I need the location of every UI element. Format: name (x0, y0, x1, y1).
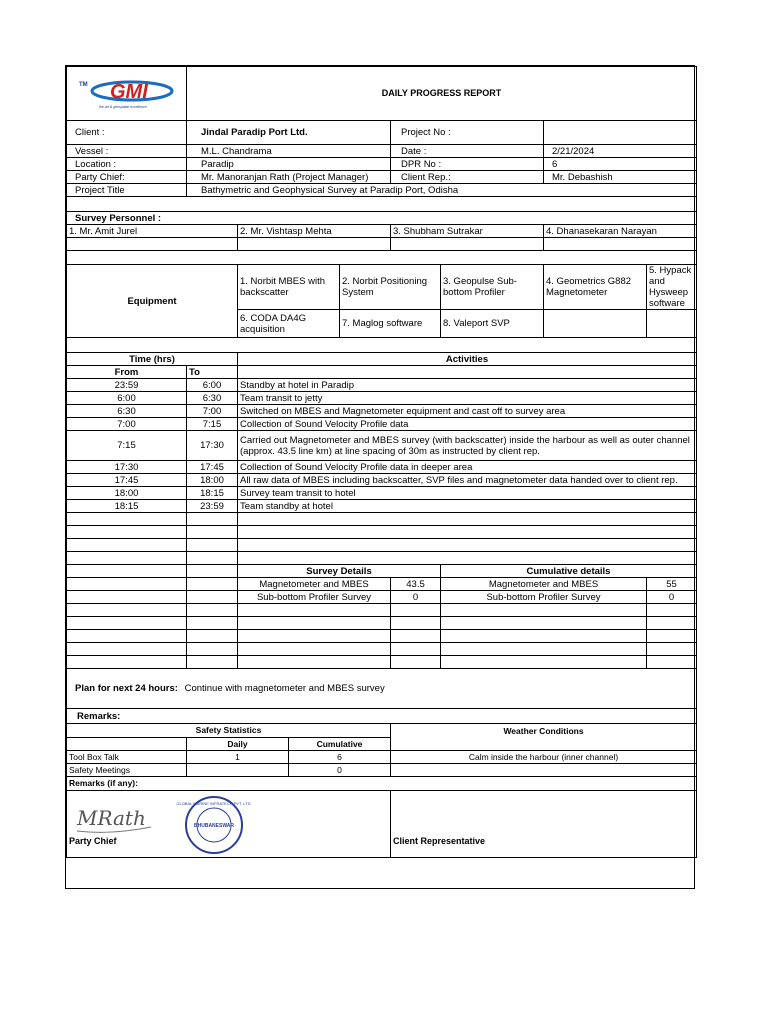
weather-title: Weather Conditions (391, 724, 697, 751)
from-time: 6:00 (67, 392, 187, 405)
client-rep-label: Client Rep.: (391, 171, 544, 184)
from-time: 17:30 (67, 461, 187, 474)
table-row (67, 500, 697, 513)
remarks-label: Remarks: (67, 709, 697, 724)
cumulative-value: 55 (647, 578, 697, 591)
activity-text: Team standby at hotel (238, 500, 697, 513)
equipment-item: 2. Norbit Positioning System (340, 265, 441, 310)
remarks-if-any-label: Remarks (if any): (67, 777, 697, 791)
equipment-item: 5. Hypack and Hysweep software (647, 265, 697, 310)
table-row (67, 405, 697, 418)
equipment-label: Equipment (67, 265, 238, 338)
vessel-value: M.L. Chandrama (187, 145, 391, 158)
vessel-label: Vessel : (67, 145, 187, 158)
daily-progress-report (65, 65, 695, 889)
to-time: 7:00 (187, 405, 238, 418)
cumulative-name: Magnetometer and MBES (441, 578, 647, 591)
survey-name: Magnetometer and MBES (238, 578, 391, 591)
personnel-member: 4. Dhanasekaran Narayan (544, 225, 697, 238)
meetings-label: Safety Meetings (67, 764, 187, 777)
tool-box-cumulative: 6 (289, 751, 391, 764)
table-row (67, 487, 697, 500)
dpr-value: 6 (544, 158, 697, 171)
from-time: 23:59 (67, 379, 187, 392)
to-time: 23:59 (187, 500, 238, 513)
survey-details-header: Survey Details (238, 565, 441, 578)
project-no-value (544, 121, 697, 145)
to-time: 17:30 (187, 431, 238, 461)
date-value: 2/21/2024 (544, 145, 697, 158)
party-chief-signature-cell (67, 791, 391, 858)
to-time: 6:00 (187, 379, 238, 392)
meetings-cumulative: 0 (289, 764, 391, 777)
client-value: Jindal Paradip Port Ltd. (187, 121, 391, 145)
client-rep-signature-cell (391, 791, 697, 858)
project-no-label: Project No : (391, 121, 544, 145)
from-time: 7:00 (67, 418, 187, 431)
survey-value: 43.5 (391, 578, 441, 591)
activity-text: Team transit to jetty (238, 392, 697, 405)
plan-label: Plan for next 24 hours: (75, 683, 178, 694)
activity-text: Carried out Magnetometer and MBES survey (with backscatter) inside the harbour as well as outer channel (approx. 43.5 line km) at line spacing of 30m as instructed by client rep. (238, 431, 697, 461)
from-time: 7:15 (67, 431, 187, 461)
client-rep-sign-label: Client Representative (393, 836, 486, 846)
to-header: To (187, 366, 238, 379)
survey-value: 0 (391, 591, 441, 604)
table-row (67, 591, 697, 604)
activity-text: Survey team transit to hotel (238, 487, 697, 500)
to-time: 17:45 (187, 461, 238, 474)
table-row (67, 431, 697, 461)
logo-cell (67, 67, 187, 121)
table-row (67, 751, 697, 764)
tool-box-daily: 1 (187, 751, 289, 764)
stamp-text-center: BHUBANESWAR (194, 823, 234, 829)
daily-header: Daily (187, 738, 289, 751)
from-time: 18:00 (67, 487, 187, 500)
location-label: Location : (67, 158, 187, 171)
time-header: Time (hrs) (67, 353, 238, 366)
to-time: 7:15 (187, 418, 238, 431)
equipment-item: 6. CODA DA4G acquisition (238, 310, 340, 338)
to-time: 18:15 (187, 487, 238, 500)
to-time: 18:00 (187, 474, 238, 487)
location-value: Paradip (187, 158, 391, 171)
equipment-item: 4. Geometrics G882 Magnetometer (544, 265, 647, 310)
report-title: DAILY PROGRESS REPORT (187, 67, 697, 121)
cumulative-details-header: Cumulative details (441, 565, 697, 578)
stamp-text-top: GLOBAL MARINE INFRATECH PVT. LTD. (176, 801, 252, 806)
party-chief-sign-label: Party Chief (69, 836, 117, 846)
client-label: Client : (67, 121, 187, 145)
table-row (67, 392, 697, 405)
equipment-item (544, 310, 647, 338)
survey-name: Sub-bottom Profiler Survey (238, 591, 391, 604)
activity-text: Collection of Sound Velocity Profile data in deeper area (238, 461, 697, 474)
dpr-label: DPR No : (391, 158, 544, 171)
company-logo (77, 74, 177, 114)
party-chief-label: Party Chief: (67, 171, 187, 184)
equipment-item: 7. Maglog software (340, 310, 441, 338)
table-row (67, 764, 697, 777)
tool-box-label: Tool Box Talk (67, 751, 187, 764)
project-title-value: Bathymetric and Geophysical Survey at Paradip Port, Odisha (187, 184, 697, 197)
equipment-item: 3. Geopulse Sub-bottom Profiler (441, 265, 544, 310)
signature-stamp (71, 795, 271, 855)
equipment-item: 1. Norbit MBES with backscatter (238, 265, 340, 310)
from-header: From (67, 366, 187, 379)
personnel-member: 1. Mr. Amit Jurel (67, 225, 238, 238)
table-row (67, 474, 697, 487)
safety-title: Safety Statistics (67, 724, 391, 738)
cumulative-header: Cumulative (289, 738, 391, 751)
cumulative-name: Sub-bottom Profiler Survey (441, 591, 647, 604)
from-time: 18:15 (67, 500, 187, 513)
from-time: 6:30 (67, 405, 187, 418)
activity-text: Switched on MBES and Magnetometer equipment and cast off to survey area (238, 405, 697, 418)
table-row (67, 379, 697, 392)
plan-text: Continue with magnetometer and MBES survey (184, 683, 385, 694)
weather-value: Calm inside the harbour (inner channel) (391, 751, 697, 764)
activity-text: Standby at hotel in Paradip (238, 379, 697, 392)
logo-tm: TM (78, 81, 88, 88)
from-time: 17:45 (67, 474, 187, 487)
report-table (66, 66, 697, 858)
meetings-daily (187, 764, 289, 777)
activity-text: Collection of Sound Velocity Profile data (238, 418, 697, 431)
party-chief-value: Mr. Manoranjan Rath (Project Manager) (187, 171, 391, 184)
table-row (67, 418, 697, 431)
signature: MRath (77, 806, 146, 830)
project-title-label: Project Title (67, 184, 187, 197)
activity-text: All raw data of MBES including backscatter, SVP files and magnetometer data handed over to client rep. (238, 474, 697, 487)
equipment-item: 8. Valeport SVP (441, 310, 544, 338)
logo-text: GMI (109, 80, 148, 103)
personnel-member: 2. Mr. Vishtasp Mehta (238, 225, 391, 238)
plan-row (67, 669, 697, 709)
table-row (67, 461, 697, 474)
personnel-label: Survey Personnel : (67, 212, 697, 225)
personnel-member: 3. Shubham Sutrakar (391, 225, 544, 238)
activities-header: Activities (238, 353, 697, 366)
client-rep-value: Mr. Debashish (544, 171, 697, 184)
equipment-item (647, 310, 697, 338)
to-time: 6:30 (187, 392, 238, 405)
table-row (67, 578, 697, 591)
cumulative-value: 0 (647, 591, 697, 604)
date-label: Date : (391, 145, 544, 158)
logo-tagline: the art & geospatial excellence (98, 104, 147, 109)
